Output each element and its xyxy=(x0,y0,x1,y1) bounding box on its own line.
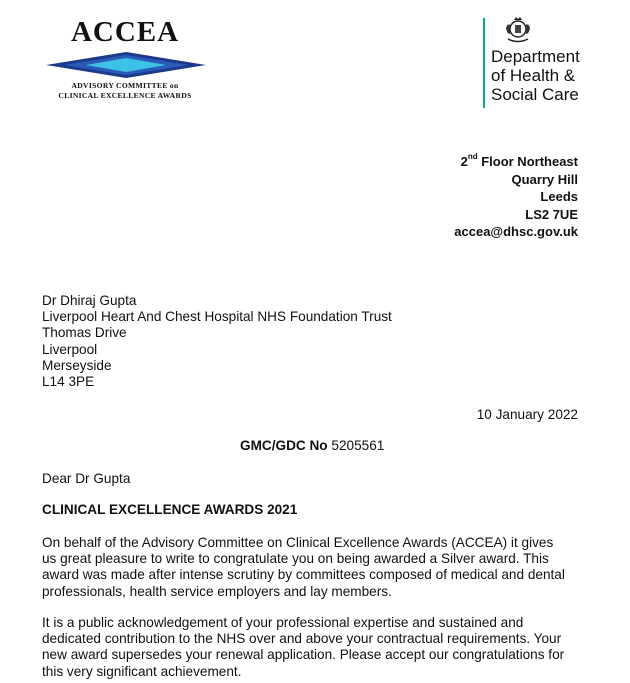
recipient-line: L14 3PE xyxy=(42,374,95,390)
paragraph-line: us great pleasure to write to congratulate you on being awarded a Silver award. This xyxy=(42,551,549,567)
recipient-line: Liverpool xyxy=(42,341,98,357)
dhsc-line: Department xyxy=(491,47,580,66)
paragraph-line: On behalf of the Advisory Committee on Clinical Excellence Awards (ACCEA) it gives xyxy=(42,535,554,550)
dhsc-line: of Health & xyxy=(491,66,576,85)
sender-street: Quarry Hill xyxy=(511,171,578,187)
sender-floor: 2nd Floor Northeast xyxy=(460,152,578,169)
dhsc-wordmark xyxy=(491,47,580,104)
letter-heading: CLINICAL EXCELLENCE AWARDS 2021 xyxy=(42,502,298,517)
gmc-label: GMC/GDC No xyxy=(240,438,328,453)
accea-wordmark: ACCEA xyxy=(70,16,180,48)
recipient-line: Thomas Drive xyxy=(42,325,127,341)
dhsc-line: Social Care xyxy=(491,85,579,104)
letter-date: 10 January 2022 xyxy=(476,407,578,422)
salutation: Dear Dr Gupta xyxy=(42,471,131,486)
recipient-line: Dr Dhiraj Gupta xyxy=(42,293,137,308)
sender-city: Leeds xyxy=(540,189,578,205)
accea-diamond-icon xyxy=(46,52,206,78)
paragraph-line: It is a public acknowledgement of your professional expertise and sustained and xyxy=(42,615,524,630)
paragraph-line: award was made after intense scrutiny by committees composed of medical and dental xyxy=(42,567,565,583)
recipient-line: Liverpool Heart And Chest Hospital NHS Foundation Trust xyxy=(42,309,392,325)
royal-crest-icon xyxy=(502,14,534,46)
dhsc-logo xyxy=(480,14,620,109)
sender-address xyxy=(454,153,578,241)
paragraph-line: this very significant achievement. xyxy=(42,663,242,679)
accea-logo xyxy=(40,14,210,100)
paragraph-line: new award supersedes your renewal application. Please accept our congratulations for xyxy=(42,647,565,663)
sender-postcode: LS2 7UE xyxy=(525,206,578,222)
recipient-line: Merseyside xyxy=(42,357,112,373)
paragraph-line: dedicated contribution to the NHS over and above your contractual requirements. Your xyxy=(42,631,562,647)
recipient-address xyxy=(42,293,392,390)
paragraph-line: professionals, health service employers and lay members. xyxy=(42,583,392,599)
paragraph-2 xyxy=(42,615,590,680)
sender-email[interactable]: accea@dhsc.gov.uk xyxy=(454,224,578,240)
accea-subtitle-line2: CLINICAL EXCELLENCE AWARDS xyxy=(58,91,192,100)
paragraph-1 xyxy=(42,535,590,600)
accea-subtitle-line1: ADVISORY COMMITTEE on xyxy=(71,81,179,90)
gmc-reference xyxy=(240,438,384,453)
gmc-number: 5205561 xyxy=(331,438,385,453)
dhsc-green-rule xyxy=(483,18,485,108)
